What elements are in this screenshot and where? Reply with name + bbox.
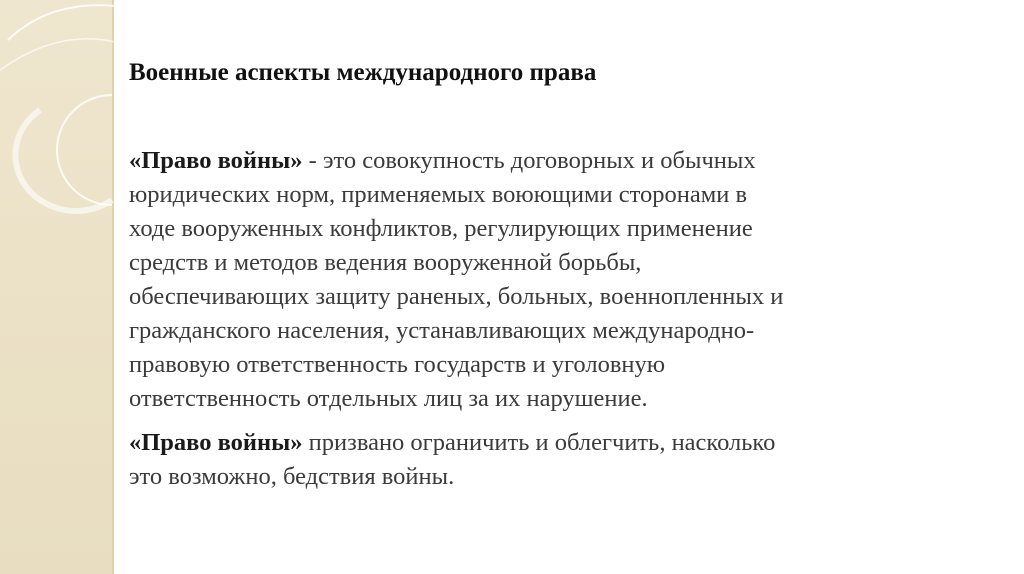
decorative-arc-inner	[0, 39, 140, 70]
text-line: это возможно, бедствия войны.	[129, 463, 455, 490]
term-bold: «Право войны»	[129, 429, 303, 456]
slide-title: Военные аспекты международного права	[129, 59, 597, 86]
text-line	[129, 144, 999, 178]
text-fragment: призвано ограничить и облегчить, насколько	[302, 429, 776, 456]
term-bold: «Право войны»	[129, 147, 303, 174]
decorative-ring	[57, 95, 112, 205]
text-line: ответственность отдельных лиц за их нарушение.	[129, 385, 648, 412]
slide-body	[129, 144, 999, 494]
text-fragment: - это совокупность договорных и обычных	[302, 147, 756, 174]
text-line: ходе вооруженных конфликтов, регулирующих применение	[129, 215, 753, 242]
text-line: правовую ответственность государств и уголовную	[129, 351, 666, 378]
text-line: обеспечивающих защиту раненых, больных, военнопленных и	[129, 283, 784, 310]
purpose-paragraph	[129, 426, 999, 494]
text-line: средств и методов ведения вооруженной борьбы,	[129, 249, 642, 276]
definition-paragraph	[129, 144, 999, 416]
text-line	[129, 426, 999, 460]
text-line: гражданского населения, устанавливающих международно-	[129, 317, 755, 344]
text-line: юридических норм, применяемых воюющими сторонами в	[129, 181, 748, 208]
